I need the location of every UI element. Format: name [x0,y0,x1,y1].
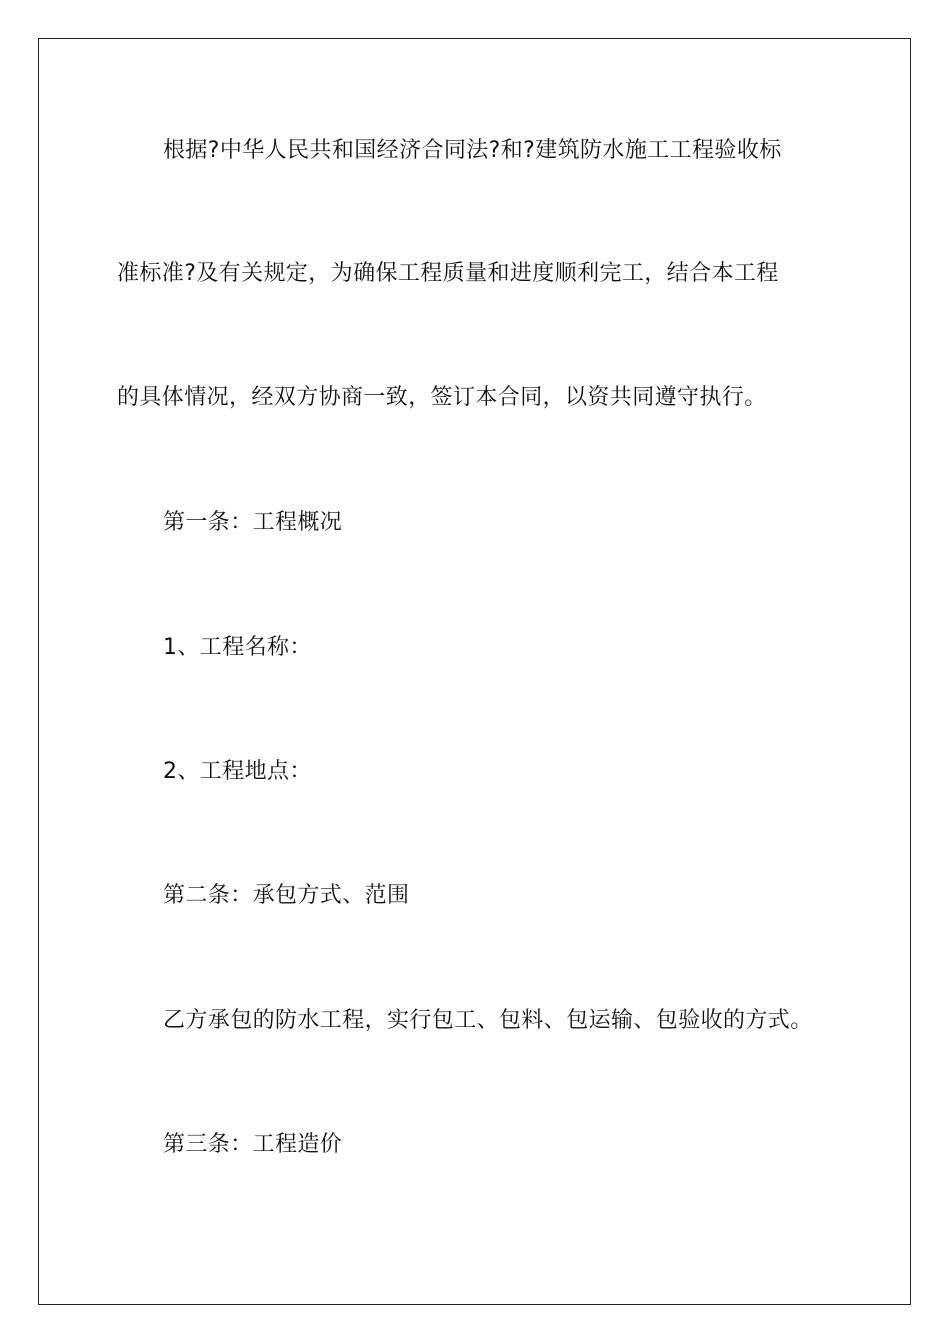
project-location-field: 2、工程地点： [163,759,312,784]
preamble-line-3: 的具体情况，经双方协商一致，签订本合同，以资共同遵守执行。 [117,385,767,410]
article-3-heading: 第三条：工程造价 [163,1132,343,1157]
preamble-line-2: 准标准?及有关规定，为确保工程质量和进度顺利完工，结合本工程 [117,261,779,286]
article-1-heading: 第一条：工程概况 [163,510,343,535]
article-2-heading: 第二条：承包方式、范围 [163,883,410,908]
article-2-body: 乙方承包的防水工程，实行包工、包料、包运输、包验收的方式。 [163,1008,813,1033]
preamble-line-1: 根据?中华人民共和国经济合同法?和?建筑防水施工工程验收标 [163,138,782,163]
project-name-field: 1、工程名称： [163,635,312,660]
page-border [38,38,911,1305]
